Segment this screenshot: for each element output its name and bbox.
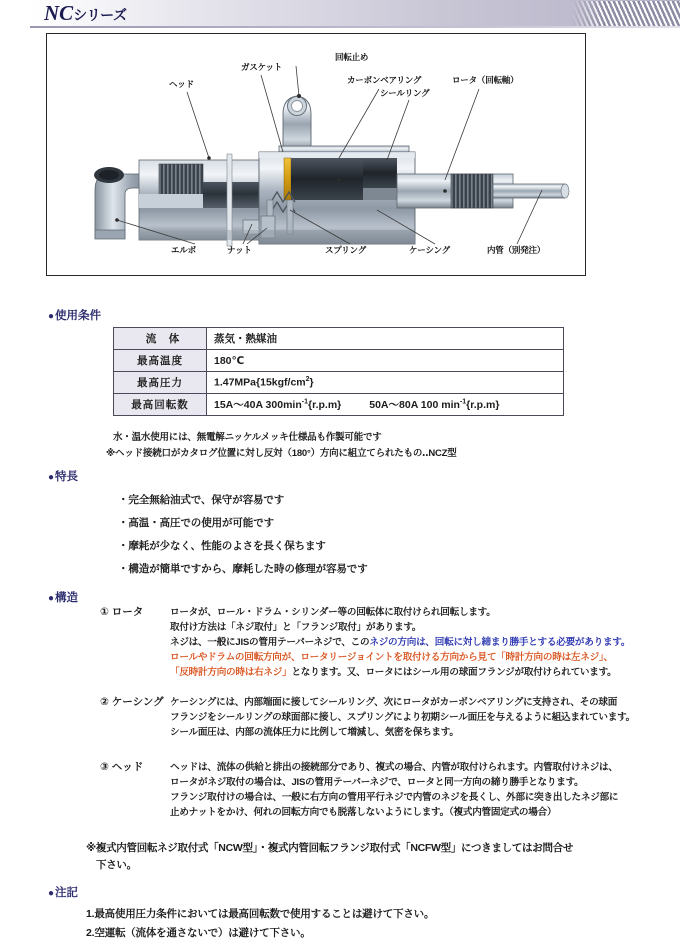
bullet-icon: ● <box>48 593 55 604</box>
structure-item-label-head: ③ ヘッド <box>100 761 144 773</box>
list-item: ・完全無給油式で、保守が容易です <box>118 494 285 506</box>
structure-rotor-line-1: ロータが、ロール・ドラム・シリンダー等の回転体に取付けられ回転します。 <box>170 607 496 618</box>
structure-rotor-line-3-part-1: ネジは、一般にJISの管用テーパーネジで、この <box>170 637 370 648</box>
bullet-icon: ● <box>48 311 55 322</box>
speed-a-post: {r.p.m} <box>307 399 342 411</box>
table-row <box>114 328 564 350</box>
table-note-water: 水・温水使用には、無電解ニッケルメッキ仕様品も作製可能です <box>113 432 382 443</box>
speed-a-superscript: -1 <box>301 398 308 406</box>
structure-rotor-line-5-part-2: となります。又、ロータにはシール用の球面フランジが取付けられています。 <box>291 667 617 678</box>
structure-rotor-line-3 <box>170 634 630 648</box>
figure-label-gasket: ガスケット <box>241 62 283 72</box>
speed-b-pre: 50A〜80A 100 min <box>369 399 460 411</box>
bullet-icon: ● <box>48 472 55 483</box>
figure-label-nut: ナット <box>227 245 252 255</box>
list-item: ・構造が簡単ですから、摩耗した時の修理が容易です <box>118 563 368 575</box>
table-header-max-temp: 最高温度 <box>114 350 207 372</box>
table-cell-max-temp-value: 180℃ <box>207 350 564 372</box>
table-header-max-speed: 最高回転数 <box>114 394 207 416</box>
pressure-post: } <box>309 376 314 389</box>
structure-item-label-casing: ② ケーシング <box>100 696 164 708</box>
page-header <box>0 0 680 30</box>
structure-casing-line-2: フランジをシールリングの球面部に接し、スプリングにより初期シール面圧を与えるように組込まれています。 <box>170 712 636 723</box>
structure-head-line-3: フランジ取付けの場合は、一般に右方向の管用平行ネジで内管のネジを長くし、外部に突き出したネジ部に <box>170 792 619 803</box>
section-heading-features-label: 特長 <box>55 471 79 483</box>
page-title-main: NC <box>44 1 74 25</box>
specifications-table <box>113 327 564 416</box>
header-diagonal-stripes-icon <box>572 1 680 26</box>
figure-label-carbon-bearing: カーボンベアリング <box>347 75 422 85</box>
structure-casing-line-1: ケーシングには、内部端面に接してシールリング、次にロータがカーボンベアリングに支持され、その球面 <box>170 697 618 708</box>
structure-head-line-1: ヘッドは、流体の供給と排出の接続部分であり、複式の場合、内管が取付けられます。内管取付けネジは、 <box>170 762 618 773</box>
structure-rotor-line-3-part-2: ネジの方向は、回転に対し締まり勝手とする必要があります。 <box>369 637 631 648</box>
table-cell-max-speed-value <box>207 394 564 416</box>
table-row <box>114 350 564 372</box>
asterisk-note-line-2: 下さい。 <box>96 859 137 871</box>
speed-a-pre: 15A〜40A 300min <box>214 399 302 411</box>
section-heading-notes <box>48 884 78 900</box>
page-title-sub: シリーズ <box>73 7 127 23</box>
figure-label-seal-ring: シールリング <box>380 88 430 98</box>
table-cell-fluid-value: 蒸気・熱媒油 <box>207 328 564 350</box>
list-item: ・摩耗が少なく、性能のよさを長く保ちます <box>118 540 326 552</box>
structure-rotor-line-5 <box>170 664 617 678</box>
speed-b-post: {r.p.m} <box>466 399 500 411</box>
structure-rotor-line-2: 取付け方法は「ネジ取付」と「フランジ取付」があります。 <box>170 622 422 633</box>
list-item: 1.最高使用圧力条件においては最高回転数で使用することは避けて下さい。 <box>86 908 435 920</box>
figure-label-head: ヘッド <box>169 79 194 89</box>
table-header-max-pressure: 最高圧力 <box>114 372 207 394</box>
figure-label-rotation-stop: 回転止め <box>335 52 369 62</box>
section-heading-conditions <box>48 307 101 323</box>
pressure-superscript: 2 <box>305 376 310 384</box>
table-header-fluid: 流 体 <box>114 328 207 350</box>
table-note-ncz-type: ※ヘッド接続口がカタログ位置に対し反対（180°）方向に組立てられたもの‥NCZ型 <box>106 448 457 459</box>
table-row <box>114 394 564 416</box>
figure-label-rotor: ロータ（回転軸） <box>452 75 519 85</box>
header-underline-rule <box>30 26 680 28</box>
rotary-joint-cutaway-illustration <box>47 34 585 275</box>
list-item: ・高温・高圧での使用が可能です <box>118 517 274 529</box>
figure-label-spring: スプリング <box>325 245 366 255</box>
section-heading-structure <box>48 589 78 605</box>
section-heading-conditions-label: 使用条件 <box>55 310 102 322</box>
section-heading-structure-label: 構造 <box>55 592 79 604</box>
structure-casing-line-3: シール面圧は、内部の流体圧力に比例して増減し、気密を保ちます。 <box>170 727 459 738</box>
table-row <box>114 372 564 394</box>
page-title <box>44 1 127 26</box>
structure-item-label-rotor: ① ロータ <box>100 606 144 618</box>
speed-b-superscript: -1 <box>459 398 467 406</box>
asterisk-note-line-1: ※複式内管回転ネジ取付式「NCW型」・複式内管回転フランジ取付式「NCFW型」につきましてはお問合せ <box>86 842 574 854</box>
section-heading-notes-label: 注記 <box>55 887 79 899</box>
section-heading-features <box>48 468 78 484</box>
product-cutaway-figure <box>46 33 586 276</box>
figure-label-casing: ケーシング <box>409 245 450 255</box>
list-item: 2.空運転（流体を通さないで）は避けて下さい。 <box>86 927 311 939</box>
figure-label-elbow: エルボ <box>171 245 196 255</box>
bullet-icon: ● <box>48 888 55 899</box>
structure-rotor-line-4: ロールやドラムの回転方向が、ロータリージョイントを取付ける方向から見て「時計方向の時は左ネジ」、 <box>170 652 613 663</box>
figure-label-inner-tube: 内管（別発注） <box>487 245 546 255</box>
table-cell-max-pressure-value <box>207 372 564 394</box>
structure-head-line-2: ロータがネジ取付の場合は、JISの管用テーパーネジで、ロータと同一方向の締り勝手となります。 <box>170 777 584 788</box>
pressure-pre: 1.47MPa{15kgf/cm <box>214 376 306 389</box>
structure-head-line-4: 止めナットをかけ、何れの回転方向でも脱落しないようにします。（複式内管固定式の場合） <box>170 807 557 818</box>
structure-rotor-line-5-part-1: 「反時計方向の時は右ネジ」 <box>170 667 292 678</box>
